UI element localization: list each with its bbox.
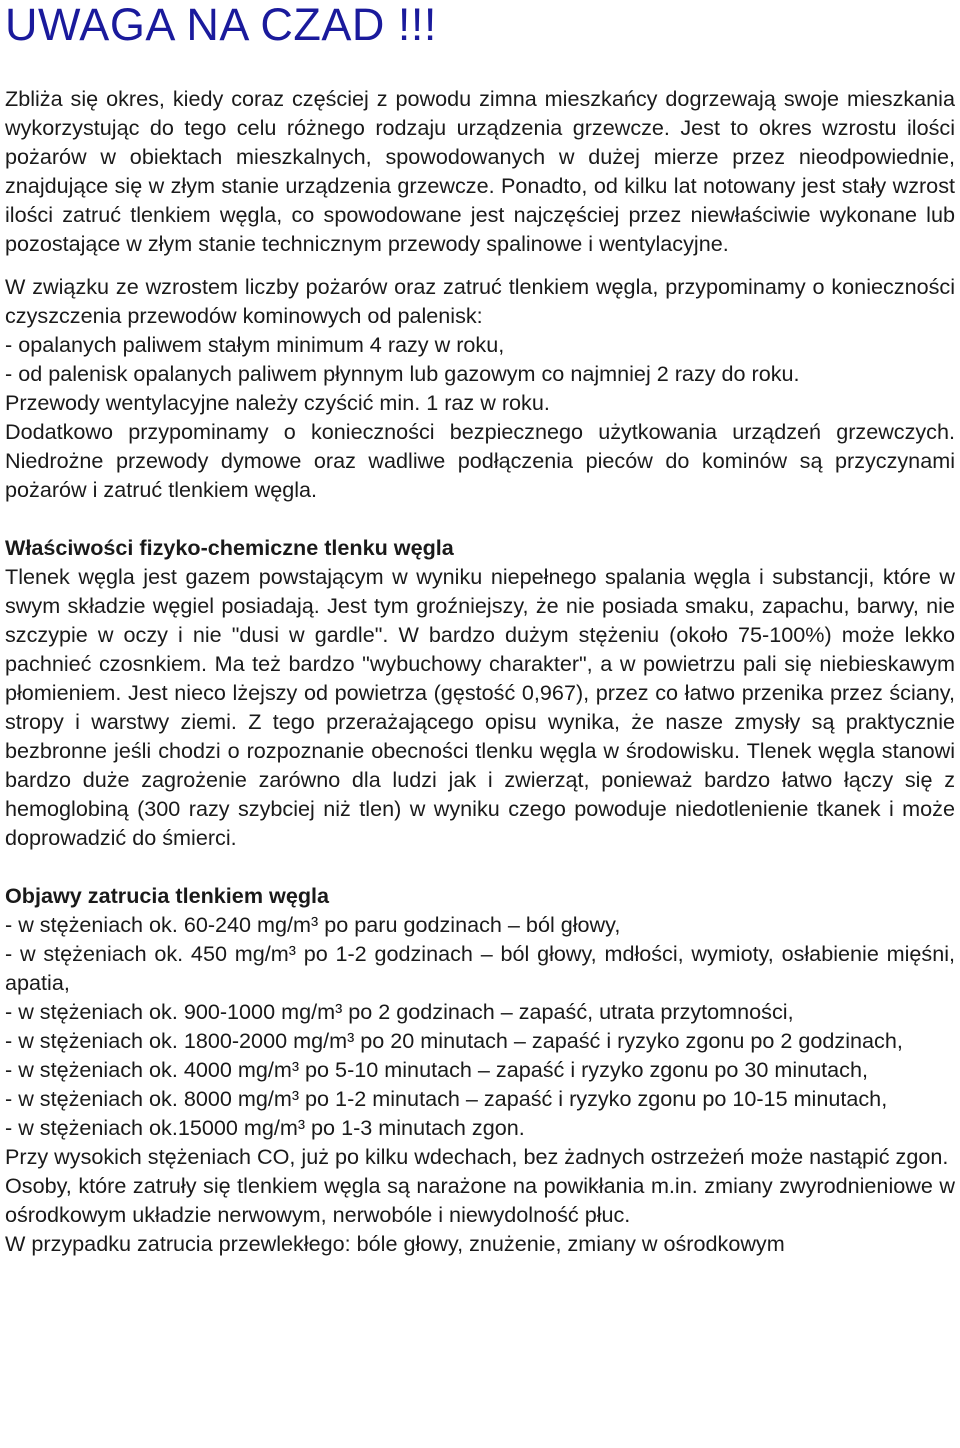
ventilation-note: Przewody wentylacyjne należy czyścić min. 1 raz w roku. (5, 390, 550, 415)
symptom-item: - w stężeniach ok. 900-1000 mg/m³ po 2 godzinach – zapaść, utrata przytomności, (5, 999, 794, 1024)
complications-note: Osoby, które zatruły się tlenkiem węgla są narażone na powikłania m.in. zmiany zwyrodnieniowe w ośrodkowym układzie nerwowym, nerwobóle i niewydolność płuc. (5, 1173, 955, 1227)
symptom-item: - w stężeniach ok. 4000 mg/m³ po 5-10 minutach – zapaść i ryzyko zgonu po 30 minutach, (5, 1057, 868, 1082)
symptom-item: - w stężeniach ok.15000 mg/m³ po 1-3 minutach zgon. (5, 1115, 525, 1140)
document-title: UWAGA NA CZAD !!! (5, 0, 437, 50)
properties-text: Tlenek węgla jest gazem powstającym w wyniku niepełnego spalania węgla i substancji, które w swym składzie węgiel posiadają. Jest tym groźniejszy, że nie posiada smaku, zapachu, barwy, nie szczypie w oczy i nie "dusi w gardle". W bardzo dużym stężeniu (około 75-100%) może lekko pachnieć czosnkiem. Ma też bardzo "wybuchowy charakter", a w powietrzu pali się niebieskawym płomieniem. Jest nieco lżejszy od powietrza (gęstość 0,967), przez co łatwo przenika przez ściany, stropy i warstwy ziemi. Z tego przerażającego opisu wynika, że nasze zmysły są praktycznie bezbronne jeśli chodzi o rozpoznanie obecności tlenku węgla w środowisku. Tlenek węgla stanowi bardzo duże zagrożenie zarówno dla ludzi jak i zwierząt, ponieważ bardzo łatwo łączy się z hemoglobiną (300 razy szybciej niż tlen) w wyniku czego powoduje niedotlenienie tkanek i może doprowadzić do śmierci. (5, 564, 955, 850)
intro-paragraph: Zbliża się okres, kiedy coraz częściej z powodu zimna mieszkańcy dogrzewają swoje mieszkania wykorzystując do tego celu różnego rodzaju urządzenia grzewcze. Jest to okres wzrostu ilości pożarów w obiektach mieszkalnych, spowodowanych w dużej mierze przez nieodpowiednie, znajdujące się w złym stanie urządzenia grzewcze. Ponadto, od kilku lat notowany jest stały wzrost ilości zatruć tlenkiem węgla, co spowodowane jest najczęściej przez niewłaściwie wykonane lub pozostające w złym stanie technicznym przewody spalinowe i wentylacyjne. (5, 86, 955, 256)
chimney-lead: W związku ze wzrostem liczby pożarów oraz zatruć tlenkiem węgla, przypominamy o konieczności czyszczenia przewodów kominowych od palenisk: (5, 274, 955, 328)
chimney-item: - opalanych paliwem stałym minimum 4 razy w roku, (5, 332, 505, 357)
document-page (5, 0, 955, 1258)
symptom-item: - w stężeniach ok. 60-240 mg/m³ po paru godzinach – ból głowy, (5, 912, 621, 937)
symptoms-section (5, 881, 955, 1258)
chimney-item: - od palenisk opalanych paliwem płynnym lub gazowym co najmniej 2 razy do roku. (5, 361, 800, 386)
safety-reminder: Dodatkowo przypominamy o konieczności bezpiecznego użytkowania urządzeń grzewczych. Niedrożne przewody dymowe oraz wadliwe podłączenia pieców do kominów są przyczynami pożarów i zatruć tlenkiem węgla. (5, 419, 955, 502)
symptom-item: - w stężeniach ok. 8000 mg/m³ po 1-2 minutach – zapaść i ryzyko zgonu po 10-15 minutach, (5, 1086, 888, 1111)
symptom-item: - w stężeniach ok. 450 mg/m³ po 1-2 godzinach – ból głowy, mdłości, wymioty, osłabienie mięśni, apatia, (5, 941, 955, 995)
symptom-item: - w stężeniach ok. 1800-2000 mg/m³ po 20 minutach – zapaść i ryzyko zgonu po 2 godzinach, (5, 1028, 903, 1053)
properties-section (5, 533, 955, 852)
high-concentration-note: Przy wysokich stężeniach CO, już po kilku wdechach, bez żadnych ostrzeżeń może nastąpić zgon. (5, 1144, 949, 1169)
properties-heading: Właściwości fizyko-chemiczne tlenku węgla (5, 535, 454, 560)
chronic-poisoning-note: W przypadku zatrucia przewlekłego: bóle głowy, znużenie, zmiany w ośrodkowym (5, 1231, 785, 1256)
chimney-section (5, 272, 955, 504)
symptoms-heading: Objawy zatrucia tlenkiem węgla (5, 883, 330, 908)
